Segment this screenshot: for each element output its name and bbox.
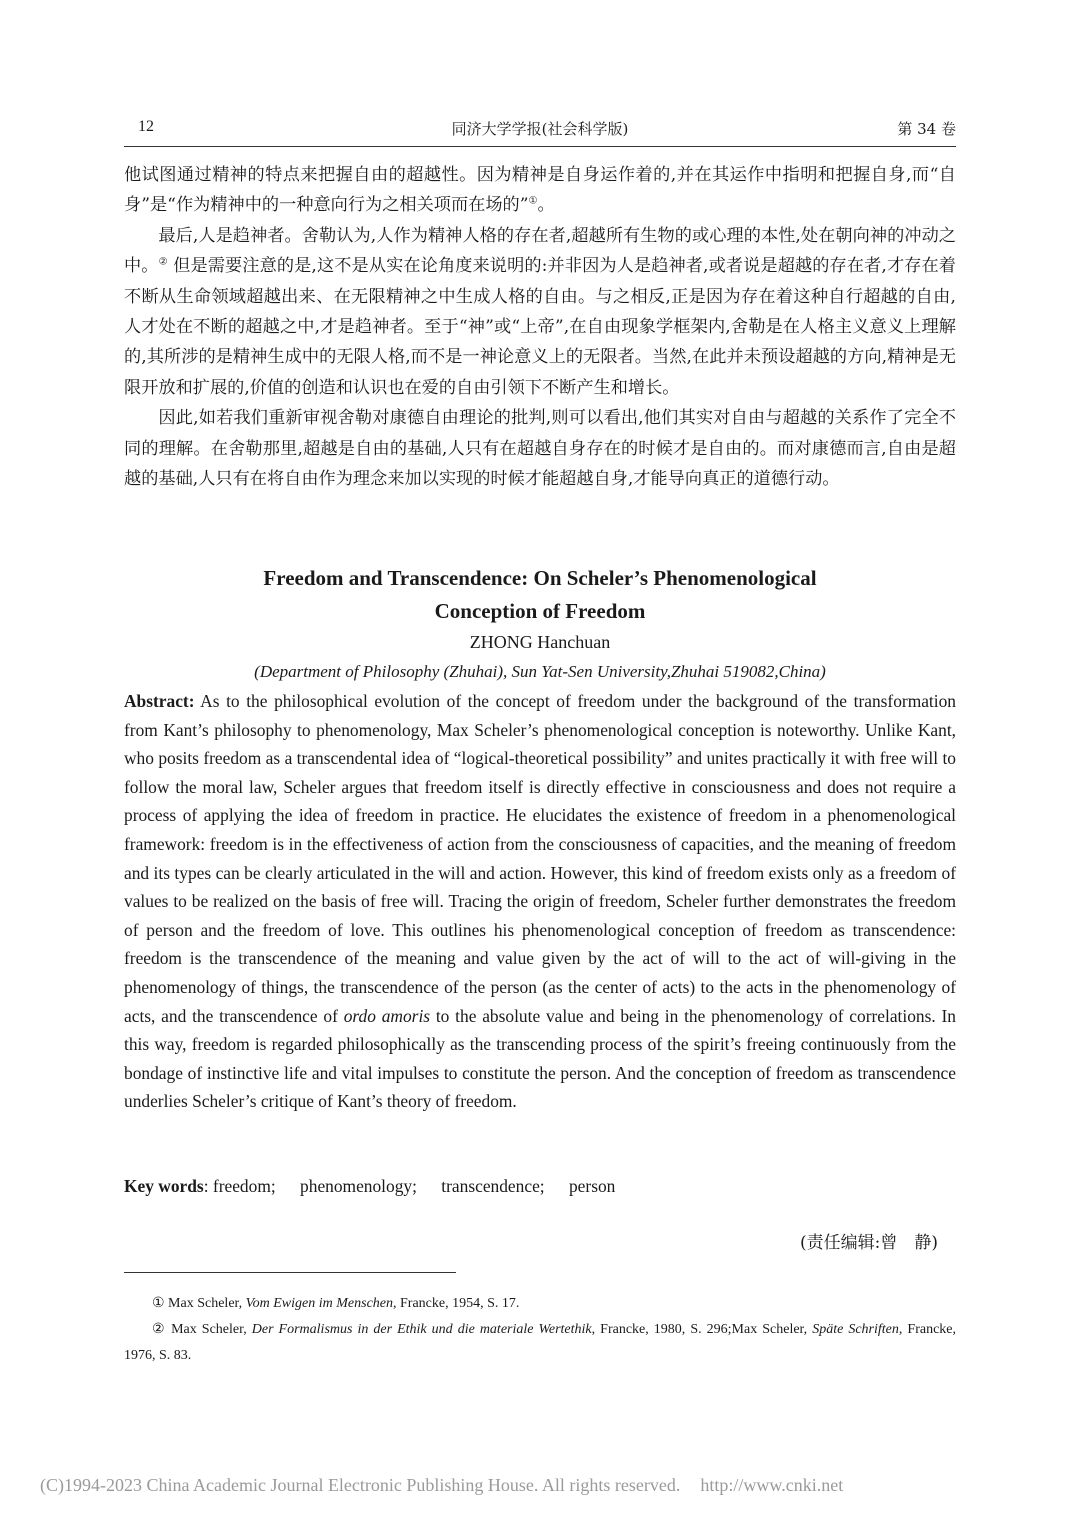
body-text: 。 [537,195,555,216]
keyword: transcendence; [441,1176,545,1196]
footnote-ref-2[interactable]: ② [158,256,168,268]
body-paragraph-3: 因此,如若我们重新审视舍勒对康德自由理论的批判,则可以看出,他们其实对自由与超越的关系作了完全不同的理解。在舍勒那里,超越是自由的基础,人只有在超越自身存在的时候才是自由的。而对康德而言,自由是超越的基础,人只有在将自由作为理念来加以实现的时候才能超越自身,才能导向真正的道德行动。 [124,408,956,490]
footnote-book-title: Der Formalismus in der Ethik und die materiale Wertethik [251,1322,592,1337]
volume-label: 第 34 卷 [897,120,956,138]
abstract-text: As to the philosophical evolution of the concept of freedom under the background of the transformation from Kant’s philosophy to phenomenology, Max Scheler’s phenomenological conception is noteworthy. Unlike Kant, who posits freedom as a transcendental idea of “logical-theoretical possibility” and unites practically it with free will to follow the moral law, Scheler argues that freedom itself is directly effective in consciousness and does not require a process of applying the idea of freedom in practice. He elucidates the existence of freedom in a phenomenological framework: freedom is in the effectiveness of action from the consciousness of capacities, and the meaning of freedom and its types can be clearly articulated in the will and action. However, this kind of freedom exists only as a freedom of values to be realized on the basis of free will. Tracing the origin of freedom, Scheler further demonstrates the freedom of person and the freedom of love. This outlines his phenomenological conception of freedom as transcendence: freedom is the transcendence of the meaning and value given by the act of will to the act of will-giving in the phenomenology of things, the transcendence of the person (as the center of acts) to the acts in the phenomenology of acts, and the transcendence of [124,691,956,1026]
english-title-line-2: Conception of Freedom [434,599,646,623]
chinese-body-text [124,160,956,494]
abstract-text-end: to the absolute value and being in the phenomenology of correlations. In this way, freedom is regarded philosophically as the transcending process of the spirit’s freeing continuously from the bondage of instinctive life and vital impulses to constitute the person. And the conception of freedom as transcendence underlies Scheler’s critique of Kant’s theory of freedom. [124,1005,957,1112]
journal-title: 同济大学学报(社会科学版) [451,120,629,138]
footnote-1 [124,1291,956,1317]
keywords [124,1172,956,1200]
keywords-separator: : [203,1176,209,1196]
copyright-notice [40,1472,1040,1498]
copyright-text: (C)1994-2023 China Academic Journal Electronic Publishing House. All rights reserved. [40,1475,681,1495]
footnotes [124,1291,956,1369]
keyword: phenomenology; [300,1176,417,1196]
english-title-line-1: Freedom and Transcendence: On Scheler’s Phenomenological [263,566,817,590]
footnote-2 [124,1317,956,1369]
abstract [124,687,956,1116]
english-title [124,562,956,628]
body-text: 最后,人是趋神者。舍勒认为,人作为精神人格的存在者,超越所有生物的或心理的本性,处在朝向神的冲动之中。 [124,225,956,277]
footnote-book-title: Vom Ewigen im Menschen [245,1296,393,1311]
keywords-label: Key words [124,1176,204,1196]
keyword: person [568,1176,616,1196]
footnote-book-title: Späte Schriften [812,1322,899,1337]
body-paragraph-2 [124,221,956,403]
running-header [124,118,956,147]
responsible-editor: (责任编辑:曾 静) [800,1233,938,1253]
body-text: 但是需要注意的是,这不是从实在论角度来说明的:并非因为人是趋神者,或者说是超越的存在者,才存在着不断从生命领域超越出来、在无限精神之中生成人格的自由。与之相反,正是因为存在着这种自行超越的自由,人才处在不断的超越之中,才是趋神者。至于“神”或“上帝”,在自由现象学框架内,舍勒是在人格主义意义上理解的,其所涉的是精神生成中的无限人格,而不是一神论意义上的无限者。当然,在此并未预设超越的方向,精神是无限开放和扩展的,价值的创造和认识也在爱的自由引领下不断产生和增长。 [124,256,956,398]
footnote-text: ① Max Scheler, [152,1296,246,1311]
body-paragraph-1 [124,160,956,221]
abstract-italic-term: ordo amoris [343,1005,431,1026]
body-text: 他试图通过精神的特点来把握自由的超越性。因为精神是自身运作着的,并在其运作中指明和把握自身,而“自身”是“作为精神中的一种意向行为之相关项而在场的” [124,165,956,216]
page-number: 12 [138,118,154,135]
abstract-label: Abstract: [124,691,195,711]
footnote-ref-1[interactable]: ① [528,195,538,207]
footnote-text: , Francke, 1980, S. 296;Max Scheler, [591,1322,813,1337]
footnote-text: , Francke, 1976, S. 83. [124,1322,956,1363]
author-name: ZHONG Hanchuan [469,632,611,652]
author-affiliation: (Department of Philosophy (Zhuhai), Sun Yat-Sen University,Zhuhai 519082,China) [254,662,826,681]
cnki-url[interactable]: http://www.cnki.net [700,1475,844,1495]
footnote-text: ② Max Scheler, [152,1322,252,1337]
footnote-text: , Francke, 1954, S. 17. [393,1296,520,1311]
keyword: freedom; [212,1176,276,1196]
footnote-divider [124,1272,456,1273]
